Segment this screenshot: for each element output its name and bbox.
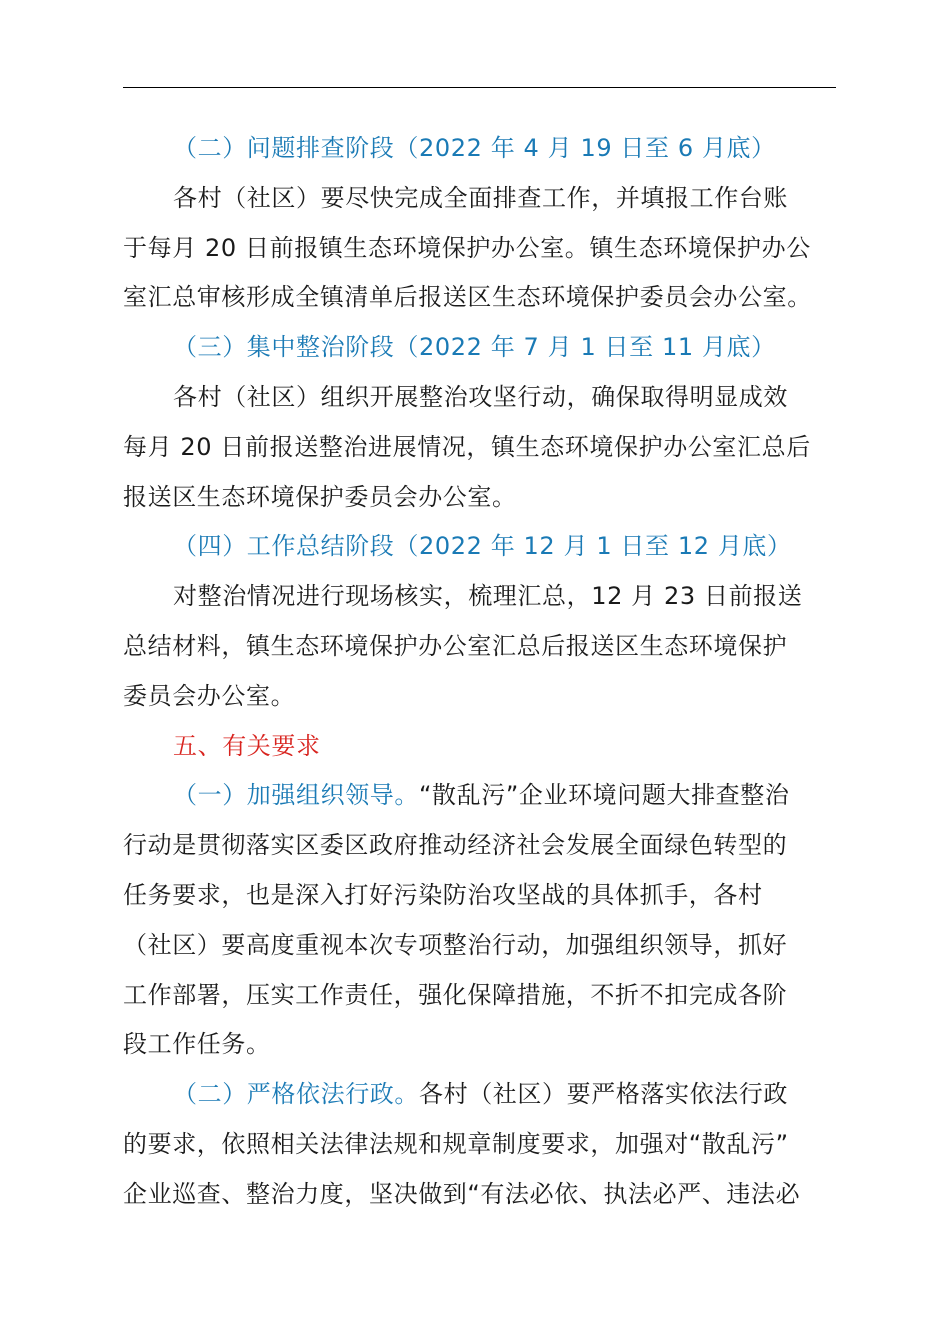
paragraph-line: 企业巡查、整治力度，坚决做到“有法必依、执法必严、违法必 bbox=[123, 1179, 801, 1208]
chapter-heading-requirements: 五、有关要求 bbox=[173, 731, 321, 760]
paragraph-line: 各村（社区）要尽快完成全面排查工作，并填报工作台账 bbox=[173, 183, 788, 212]
subheading-lawful-administration: （二）严格依法行政。 bbox=[173, 1080, 419, 1109]
section-heading-work-summary: （四）工作总结阶段（2022 年 12 月 1 日至 12 月底） bbox=[173, 532, 792, 561]
paragraph-line: 委员会办公室。 bbox=[123, 681, 296, 710]
paragraph-line bbox=[123, 1070, 837, 1120]
paragraph-text: “散乱污”企业环境问题大排查整治 bbox=[419, 781, 790, 810]
paragraph-line: 于每月 20 日前报镇生态环境保护办公室。镇生态环境保护办公 bbox=[123, 233, 811, 262]
section-heading-concentrated-rectification: （三）集中整治阶段（2022 年 7 月 1 日至 11 月底） bbox=[173, 333, 776, 362]
paragraph-line: 工作部署，压实工作责任，强化保障措施，不折不扣完成各阶 bbox=[123, 980, 788, 1009]
paragraph-line: 每月 20 日前报送整治进展情况，镇生态环境保护办公室汇总后 bbox=[123, 432, 811, 461]
paragraph-line: 行动是贯彻落实区委区政府推动经济社会发展全面绿色转型的 bbox=[123, 831, 788, 860]
document-body bbox=[123, 124, 837, 1220]
paragraph-line: 报送区生态环境保护委员会办公室。 bbox=[123, 482, 517, 511]
paragraph-line: 对整治情况进行现场核实，梳理汇总，12 月 23 日前报送 bbox=[173, 582, 803, 611]
paragraph-line: （社区）要高度重视本次专项整治行动，加强组织领导，抓好 bbox=[123, 930, 788, 959]
paragraph-line bbox=[123, 771, 837, 821]
paragraph-line: 段工作任务。 bbox=[123, 1030, 271, 1059]
paragraph-line: 总结材料，镇生态环境保护办公室汇总后报送区生态环境保护 bbox=[123, 631, 788, 660]
section-heading-problem-investigation: （二）问题排查阶段（2022 年 4 月 19 日至 6 月底） bbox=[173, 134, 776, 162]
paragraph-line: 各村（社区）组织开展整治攻坚行动，确保取得明显成效 bbox=[173, 382, 788, 411]
paragraph-line: 的要求，依照相关法律法规和规章制度要求，加强对“散乱污” bbox=[123, 1129, 789, 1158]
header-rule bbox=[123, 87, 836, 88]
paragraph-line: 任务要求，也是深入打好污染防治攻坚战的具体抓手，各村 bbox=[123, 880, 763, 909]
subheading-strengthen-leadership: （一）加强组织领导。 bbox=[173, 781, 419, 810]
paragraph-text: 各村（社区）要严格落实依法行政 bbox=[419, 1080, 788, 1109]
paragraph-line: 室汇总审核形成全镇清单后报送区生态环境保护委员会办公室。 bbox=[123, 283, 812, 312]
